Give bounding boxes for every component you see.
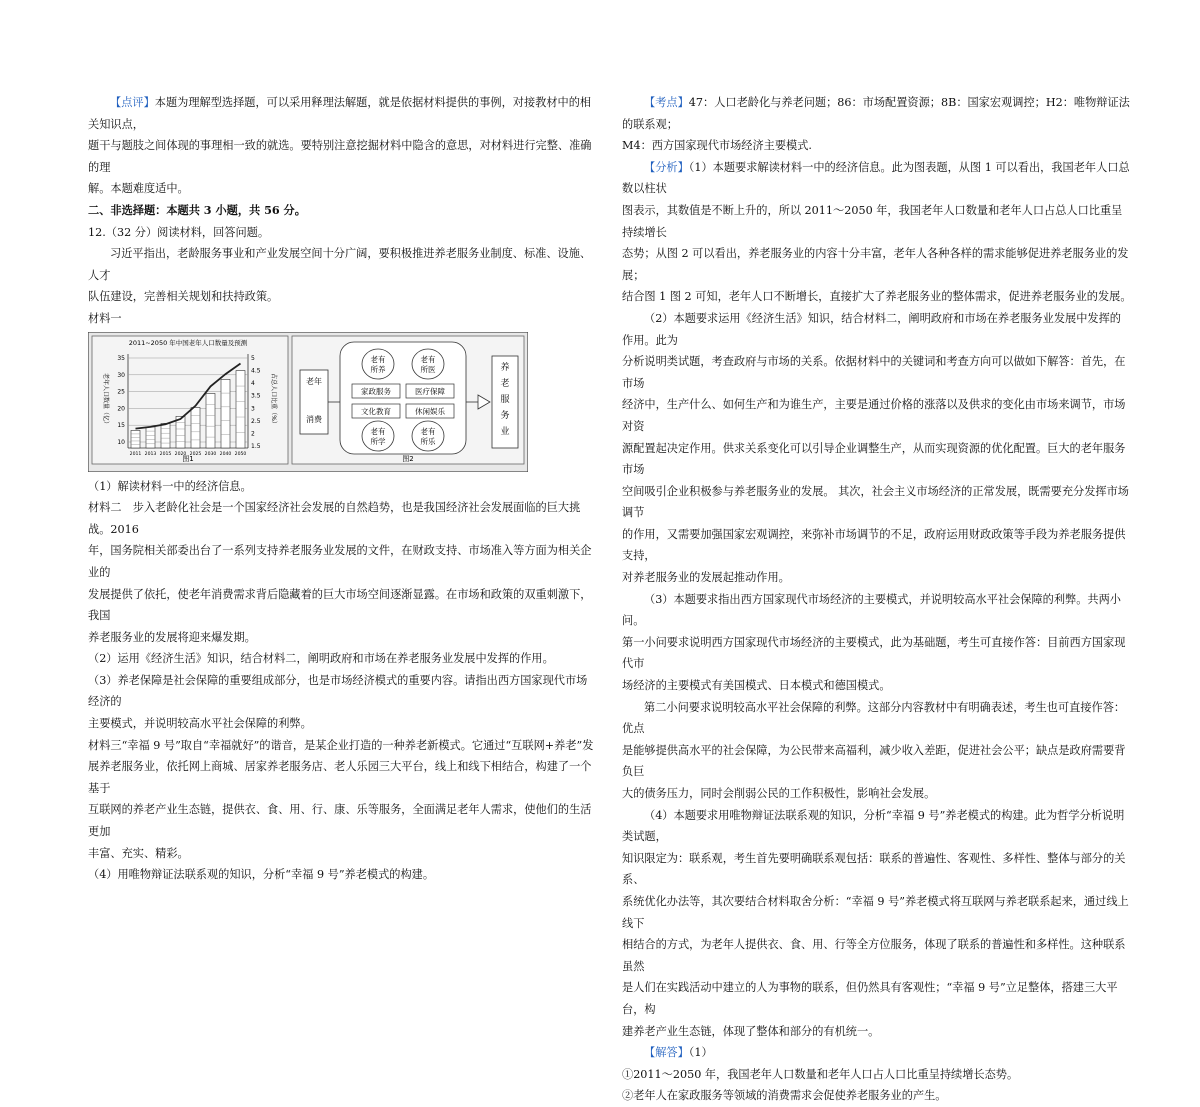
fig2-service-text: 家政服务 bbox=[361, 386, 391, 396]
material-1-figure bbox=[88, 332, 528, 472]
fig2-right-box-char: 服 bbox=[500, 394, 510, 405]
fenxi-p4-line-5: 是人们在实践活动中建立的人为事物的联系，但仍然具有客观性；“幸福 9 号”立足整体，搭建三大平台，构 bbox=[622, 981, 1118, 1016]
fig1-label: 图1 bbox=[182, 454, 194, 463]
fenxi-p2-line-4: 源配置起决定作用。供求关系变化可以引导企业调整生产，从而实现资源的优化配置。巨大的老年服务市场 bbox=[622, 441, 1126, 477]
fenxi-p1-line-3: 态势；从图 2 可以看出，养老服务业的内容十分丰富，老年人各种各样的需求能够促进养老服务业的发展； bbox=[622, 247, 1129, 282]
fig2-circle-text-1: 老有 bbox=[420, 354, 436, 364]
fig1-right-tick: 3.5 bbox=[251, 392, 261, 400]
fig1-title: 2011~2050 年中国老年人口数量及预测 bbox=[128, 338, 248, 347]
material-3-line-4: 丰富、充实、精彩。 bbox=[88, 846, 189, 860]
fig1-right-tick: 2 bbox=[251, 429, 255, 437]
fig1-right-tick: 4.5 bbox=[251, 367, 261, 375]
question-3-line-2: 主要模式，并说明较高水平社会保障的利弊。 bbox=[88, 717, 312, 731]
fig2-circle-text-1: 老有 bbox=[420, 426, 436, 436]
fenxi-p3-line-6: 大的债务压力，同时会削弱公民的工作积极性，影响社会发展。 bbox=[622, 787, 936, 800]
fig1-x-tick: 2015 bbox=[159, 451, 172, 457]
material-2-line-1: 材料二 步入老龄化社会是一个国家经济社会发展的自然趋势，也是我国经济社会发展面临的巨大挑战。2016 bbox=[88, 501, 581, 536]
fig1-bar bbox=[221, 379, 230, 448]
fenxi-p4-line-1: （4）本题要求用唯物辩证法联系观的知识，分析“幸福 9 号”养老模式的构建。此为哲学分析说明类试题， bbox=[622, 808, 1125, 844]
fig1-right-tick: 4 bbox=[251, 379, 255, 387]
fenxi-p4-line-6: 建养老产业生态链，体现了整体和部分的有机统一。 bbox=[622, 1024, 880, 1038]
fig2-circle-text-2: 所学 bbox=[370, 436, 386, 446]
fig2-circle-text-1: 老有 bbox=[370, 354, 386, 364]
fenxi-p2-line-3: 经济中，生产什么、如何生产和为谁生产，主要是通过价格的涨落以及供求的变化由市场来调节，市场对资 bbox=[622, 398, 1126, 433]
dianping-tag: 【点评】 bbox=[110, 96, 155, 109]
material-2-line-3: 发展提供了依托，使老年消费需求背后隐藏着的巨大市场空间逐渐显露。在市场和政策的双重刺激下，我国 bbox=[88, 587, 592, 623]
fig2-circle bbox=[362, 349, 394, 379]
fenxi-p1-line-2: 图表示，其数值是不断上升的，所以 2011～2050 年，我国老年人口数量和老年人口占总人口比重呈持续增长 bbox=[622, 203, 1123, 239]
fig1-right-tick: 1.5 bbox=[251, 442, 261, 450]
fig1-x-tick: 2040 bbox=[219, 451, 232, 457]
fenxi-p1-line-4: 结合图 1 图 2 可知，老年人口不断增长，直接扩大了养老服务业的整体需求，促进养老服务业的发展。 bbox=[622, 290, 1132, 304]
fig1-left-tick: 35 bbox=[117, 354, 125, 362]
jieda-line-1: ①2011～2050 年，我国老年人口数量和老年人口占人口比重呈持续增长态势。 bbox=[622, 1067, 1019, 1081]
jieda-line-2: ②老年人在家政服务等领域的消费需求会促使养老服务业的产生。 bbox=[622, 1089, 947, 1103]
fig2-circle-text-1: 老有 bbox=[370, 426, 386, 436]
fenxi-p4-line-3: 系统优化办法等，其次要结合材料取舍分析：“幸福 9 号”养老模式将互联网与养老联系起来，通过线上线下 bbox=[622, 894, 1129, 930]
fenxi-p3-line-5: 是能够提供高水平的社会保障，为公民带来高福利，减少收入差距，促进社会公平；缺点是政府需要背负巨 bbox=[622, 743, 1126, 779]
fenxi-line-1: 【分析】（1）本题要求解读材料一中的经济信息。此为图表题，从图 1 可以看出，我国老年人口总数以柱状 bbox=[622, 160, 1130, 196]
fenxi-p3-line-1: （3）本题要求指出西方国家现代市场经济的主要模式，并说明较高水平社会保障的利弊。共两小问。 bbox=[622, 592, 1121, 628]
fig2-service-text: 医疗保障 bbox=[415, 386, 445, 396]
fig1-x-tick: 2030 bbox=[204, 451, 217, 457]
material-3-line-2: 展养老服务业，依托网上商城、居家养老服务店、老人乐园三大平台，线上和线下相结合，构建了一个基于 bbox=[88, 760, 592, 795]
question-3-line-1: （3）养老保障是社会保障的重要组成部分，也是市场经济模式的重要内容。请指出西方国家现代市场经济的 bbox=[88, 673, 588, 709]
material-3-line-3: 互联网的养老产业生态链，提供衣、食、用、行、康、乐等服务，全面满足老年人需求，使他们的生活更加 bbox=[88, 803, 592, 839]
fig1-x-tick: 2050 bbox=[234, 451, 247, 457]
fig2-circle-text-2: 所乐 bbox=[420, 436, 436, 446]
fig1-left-tick: 20 bbox=[117, 404, 125, 412]
fig2-circle bbox=[412, 421, 444, 451]
figure-svg bbox=[88, 332, 528, 472]
fig1-x-tick: 2013 bbox=[144, 451, 157, 457]
fig1-left-tick: 30 bbox=[117, 371, 125, 379]
fig2-service-text: 文化教育 bbox=[361, 406, 391, 416]
jieda-line-head: 【解答】（1） bbox=[644, 1046, 713, 1060]
intro-line-1: 习近平指出，老龄服务事业和产业发展空间十分广阔，要积极推进养老服务业制度、标准、设施、人才 bbox=[88, 247, 592, 282]
fig1-bar bbox=[161, 423, 170, 448]
fig2-circle-text-2: 所养 bbox=[370, 364, 386, 374]
fenxi-tag: 【分析】 bbox=[644, 160, 689, 174]
fig1-right-tick: 3 bbox=[251, 404, 255, 412]
fig1-right-tick: 5 bbox=[251, 354, 255, 362]
fenxi-p3-line-4: 第二小问要求说明较高水平社会保障的利弊。这部分内容教材中有明确表述，考生也可直接作答：优点 bbox=[622, 700, 1126, 736]
fenxi-p2-line-2: 分析说明类试题，考查政府与市场的关系。依据材料中的关键词和考查方向可以做如下解答：首先，在市场 bbox=[622, 355, 1126, 390]
dianping-line-3: 解。本题难度适中。 bbox=[88, 182, 189, 196]
fenxi-p4-line-2: 知识限定为：联系观，考生首先要明确联系观包括：联系的普遍性、客观性、多样性、整体与部分的关系、 bbox=[622, 851, 1126, 887]
fig2-left-box-text-2: 消费 bbox=[306, 414, 322, 424]
kaodian-line-2: M4：西方国家现代市场经济主要模式. bbox=[622, 139, 812, 153]
fenxi-p3-line-3: 场经济的主要模式有美国模式、日本模式和德国模式。 bbox=[622, 679, 891, 693]
fig1-ylabel-left: 老年人口数量（亿） bbox=[102, 372, 109, 427]
fig2-left-box-text-1: 老年 bbox=[306, 376, 322, 386]
fig1-right-tick: 2.5 bbox=[251, 417, 261, 425]
fenxi-p2-line-5: 空间吸引企业积极参与养老服务业的发展。 其次，社会主义市场经济的正常发展，既需要充分发挥市场调节 bbox=[622, 484, 1129, 520]
fig1-bar bbox=[146, 426, 155, 447]
fig2-right-box-char: 务 bbox=[500, 410, 510, 421]
fig2-right-box-char: 业 bbox=[500, 426, 510, 437]
fenxi-p2-line-7: 对养老服务业的发展起推动作用。 bbox=[622, 571, 790, 585]
right-column bbox=[622, 92, 1132, 1107]
material-2-line-2: 年，国务院相关部委出台了一系列支持养老服务业发展的文件，在财政支持、市场准入等方面为相关企业的 bbox=[88, 544, 592, 579]
left-column bbox=[88, 92, 598, 886]
fig1-x-tick: 2020 bbox=[174, 451, 187, 457]
section-heading: 二、非选择题：本题共 3 小题，共 56 分。 bbox=[88, 202, 306, 217]
fig1-bar bbox=[191, 407, 200, 447]
dianping-line-2: 题干与题肢之间体现的事理相一致的就选。要特别注意挖掘材料中隐含的意思，对材料进行完整、准确的理 bbox=[88, 139, 592, 174]
material-1-label: 材料一 bbox=[88, 311, 122, 325]
fenxi-p4-line-4: 相结合的方式，为老年人提供衣、食、用、行等全方位服务，体现了联系的普遍性和多样性。这种联系虽然 bbox=[622, 938, 1126, 973]
kaodian-line-1: 【考点】47：人口老龄化与养老问题；86：市场配置资源；8B：国家宏观调控；H2：唯物辩证法的联系观； bbox=[622, 96, 1130, 131]
fig1-bar bbox=[131, 430, 140, 448]
fenxi-p2-line-6: 的作用，又需要加强国家宏观调控，来弥补市场调节的不足，政府运用财政政策等手段为养老服务提供支持， bbox=[622, 527, 1126, 563]
fig1-x-tick: 2011 bbox=[129, 451, 142, 457]
material-3-line-1: 材料三“幸福 9 号”取自“幸福就好”的谐音，是某企业打造的一种养老新模式。它通过“互联网+养老”发 bbox=[88, 738, 594, 752]
fig1-left-tick: 10 bbox=[117, 438, 125, 446]
fig2-circle-text-2: 所医 bbox=[420, 364, 436, 374]
kaodian-tag: 【考点】 bbox=[644, 96, 689, 109]
fenxi-p3-line-2: 第一小问要求说明西方国家现代市场经济的主要模式，此为基础题，考生可直接作答：目前西方国家现代市 bbox=[622, 635, 1126, 671]
fig1-bar bbox=[206, 393, 215, 448]
dianping-line-1: 【点评】本题为理解型选择题，可以采用释理法解题，就是依据材料提供的事例，对接教材中的相关知识点， bbox=[88, 96, 592, 131]
fenxi-p2-line-1: （2）本题要求运用《经济生活》知识，结合材料二，阐明政府和市场在养老服务业发展中发挥的作用。此为 bbox=[622, 311, 1121, 347]
fig2-label: 图2 bbox=[402, 454, 414, 463]
fig1-x-tick: 2025 bbox=[189, 451, 202, 457]
fig1-bar bbox=[176, 416, 185, 448]
question-1: （1）解读材料一中的经济信息。 bbox=[88, 479, 252, 493]
material-2-line-4: 养老服务业的发展将迎来爆发期。 bbox=[88, 630, 256, 644]
fig2-right-box-char: 养 bbox=[500, 362, 510, 373]
fig2-circle bbox=[412, 349, 444, 379]
intro-line-2: 队伍建设，完善相关规划和扶持政策。 bbox=[88, 290, 279, 304]
jieda-tag: 【解答】 bbox=[644, 1046, 689, 1060]
question-12: 12.（32 分）阅读材料，回答问题。 bbox=[88, 225, 270, 239]
question-4: （4）用唯物辩证法联系观的知识，分析“幸福 9 号”养老模式的构建。 bbox=[88, 868, 435, 882]
fig1-ylabel-right: 占总人口比重（%） bbox=[270, 372, 277, 427]
question-2: （2）运用《经济生活》知识，结合材料二，阐明政府和市场在养老服务业发展中发挥的作用。 bbox=[88, 652, 554, 666]
fig2-right-box-char: 老 bbox=[500, 378, 510, 389]
fig1-bar bbox=[236, 370, 245, 447]
fig2-circle bbox=[362, 421, 394, 451]
fig1-left-tick: 15 bbox=[117, 421, 125, 429]
fig1-left-tick: 25 bbox=[117, 388, 125, 396]
fig2-service-text: 休闲娱乐 bbox=[415, 406, 445, 416]
